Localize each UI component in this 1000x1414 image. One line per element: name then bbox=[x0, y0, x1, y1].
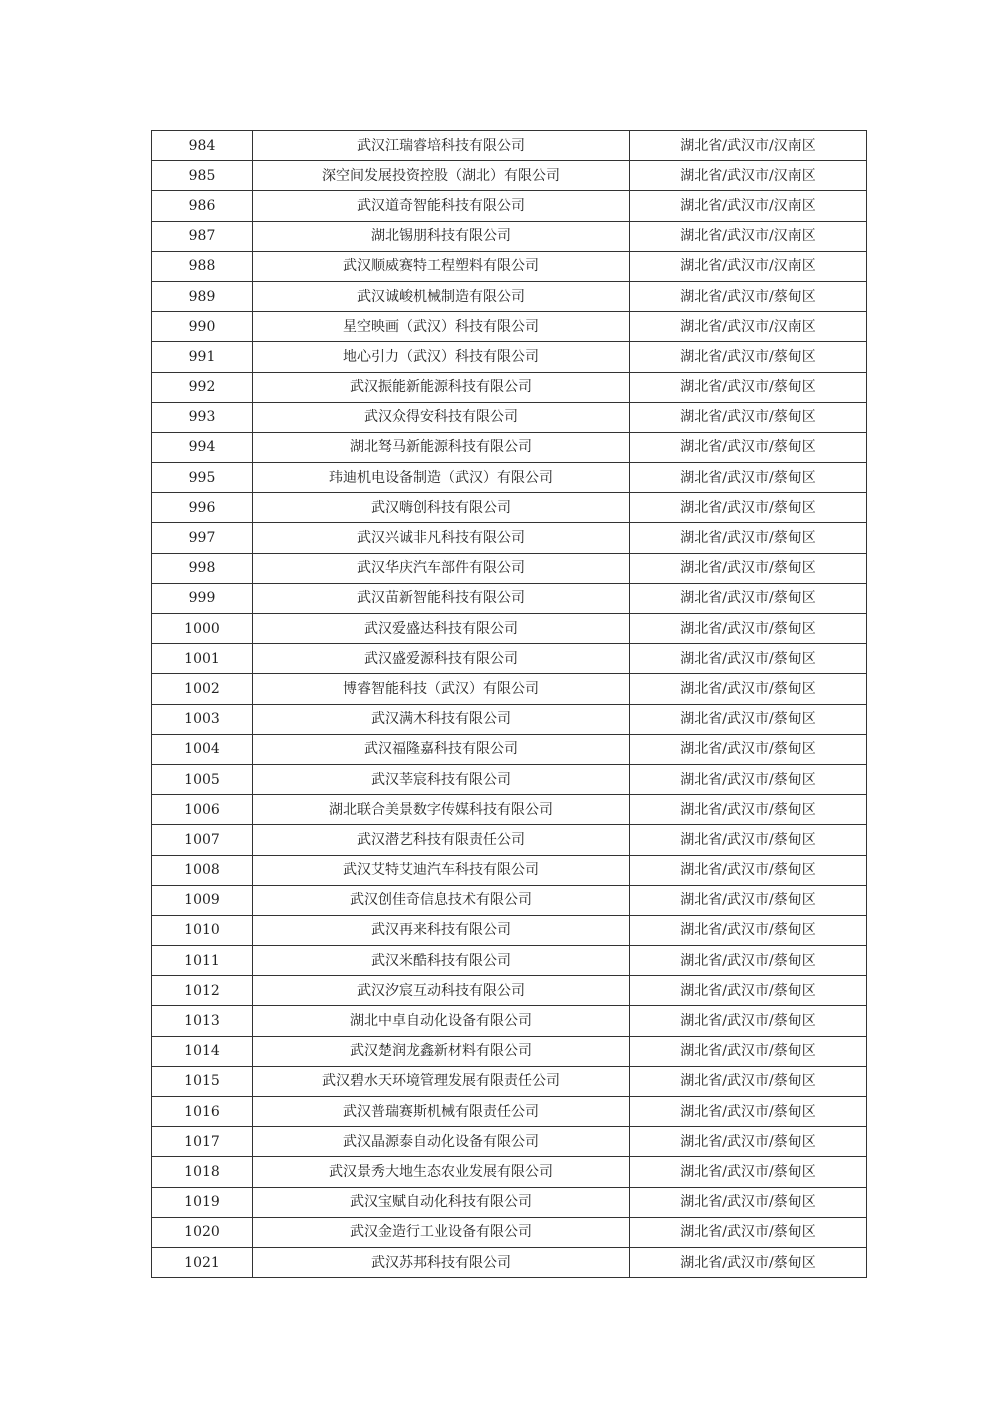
table-row bbox=[152, 1187, 867, 1217]
region-cell: 湖北省/武汉市/蔡甸区 bbox=[630, 674, 867, 704]
region-cell: 湖北省/武汉市/蔡甸区 bbox=[630, 432, 867, 462]
row-number-cell: 1012 bbox=[152, 976, 253, 1006]
row-number-cell: 1009 bbox=[152, 885, 253, 915]
row-number-cell: 1014 bbox=[152, 1036, 253, 1066]
region-cell: 湖北省/武汉市/汉南区 bbox=[630, 161, 867, 191]
company-name-cell: 武汉诚峻机械制造有限公司 bbox=[253, 281, 630, 311]
row-number-cell: 992 bbox=[152, 372, 253, 402]
company-name-cell: 深空间发展投资控股（湖北）有限公司 bbox=[253, 161, 630, 191]
company-name-cell: 武汉莘宸科技有限公司 bbox=[253, 764, 630, 794]
company-name-cell: 武汉苏邦科技有限公司 bbox=[253, 1247, 630, 1277]
company-name-cell: 武汉艾特艾迪汽车科技有限公司 bbox=[253, 855, 630, 885]
table-row bbox=[152, 1006, 867, 1036]
region-cell: 湖北省/武汉市/蔡甸区 bbox=[630, 583, 867, 613]
table-row bbox=[152, 614, 867, 644]
company-name-cell: 武汉顺威赛特工程塑料有限公司 bbox=[253, 251, 630, 281]
company-name-cell: 武汉华庆汽车部件有限公司 bbox=[253, 553, 630, 583]
region-cell: 湖北省/武汉市/蔡甸区 bbox=[630, 553, 867, 583]
table-row bbox=[152, 402, 867, 432]
company-name-cell: 武汉兴诚非凡科技有限公司 bbox=[253, 523, 630, 553]
row-number-cell: 1016 bbox=[152, 1097, 253, 1127]
table-row bbox=[152, 764, 867, 794]
region-cell: 湖北省/武汉市/蔡甸区 bbox=[630, 1157, 867, 1187]
table-row bbox=[152, 463, 867, 493]
row-number-cell: 1000 bbox=[152, 614, 253, 644]
company-name-cell: 武汉爱盛达科技有限公司 bbox=[253, 614, 630, 644]
company-name-cell: 武汉碧水天环境管理发展有限责任公司 bbox=[253, 1066, 630, 1096]
table-row bbox=[152, 1066, 867, 1096]
table-row bbox=[152, 976, 867, 1006]
row-number-cell: 1010 bbox=[152, 915, 253, 945]
row-number-cell: 1011 bbox=[152, 946, 253, 976]
row-number-cell: 1017 bbox=[152, 1127, 253, 1157]
region-cell: 湖北省/武汉市/蔡甸区 bbox=[630, 1247, 867, 1277]
table-row bbox=[152, 855, 867, 885]
row-number-cell: 993 bbox=[152, 402, 253, 432]
company-name-cell: 武汉金造行工业设备有限公司 bbox=[253, 1217, 630, 1247]
company-name-cell: 湖北中卓自动化设备有限公司 bbox=[253, 1006, 630, 1036]
table-row bbox=[152, 342, 867, 372]
region-cell: 湖北省/武汉市/蔡甸区 bbox=[630, 795, 867, 825]
row-number-cell: 986 bbox=[152, 191, 253, 221]
table-row bbox=[152, 583, 867, 613]
row-number-cell: 995 bbox=[152, 463, 253, 493]
table-row bbox=[152, 1217, 867, 1247]
company-name-cell: 玮迪机电设备制造（武汉）有限公司 bbox=[253, 463, 630, 493]
region-cell: 湖北省/武汉市/蔡甸区 bbox=[630, 1187, 867, 1217]
table-row bbox=[152, 131, 867, 161]
region-cell: 湖北省/武汉市/蔡甸区 bbox=[630, 644, 867, 674]
region-cell: 湖北省/武汉市/蔡甸区 bbox=[630, 523, 867, 553]
company-name-cell: 武汉晶源泰自动化设备有限公司 bbox=[253, 1127, 630, 1157]
company-name-cell: 湖北联合美景数字传媒科技有限公司 bbox=[253, 795, 630, 825]
region-cell: 湖北省/武汉市/蔡甸区 bbox=[630, 704, 867, 734]
company-name-cell: 武汉众得安科技有限公司 bbox=[253, 402, 630, 432]
region-cell: 湖北省/武汉市/蔡甸区 bbox=[630, 976, 867, 1006]
row-number-cell: 1002 bbox=[152, 674, 253, 704]
row-number-cell: 985 bbox=[152, 161, 253, 191]
region-cell: 湖北省/武汉市/蔡甸区 bbox=[630, 1066, 867, 1096]
region-cell: 湖北省/武汉市/蔡甸区 bbox=[630, 493, 867, 523]
row-number-cell: 1004 bbox=[152, 734, 253, 764]
table-row bbox=[152, 221, 867, 251]
table-row bbox=[152, 1247, 867, 1277]
company-name-cell: 地心引力（武汉）科技有限公司 bbox=[253, 342, 630, 372]
table-row bbox=[152, 432, 867, 462]
row-number-cell: 1020 bbox=[152, 1217, 253, 1247]
row-number-cell: 1005 bbox=[152, 764, 253, 794]
region-cell: 湖北省/武汉市/蔡甸区 bbox=[630, 946, 867, 976]
row-number-cell: 1007 bbox=[152, 825, 253, 855]
table-row bbox=[152, 885, 867, 915]
table-row bbox=[152, 825, 867, 855]
row-number-cell: 989 bbox=[152, 281, 253, 311]
row-number-cell: 994 bbox=[152, 432, 253, 462]
region-cell: 湖北省/武汉市/蔡甸区 bbox=[630, 402, 867, 432]
table-row bbox=[152, 1036, 867, 1066]
region-cell: 湖北省/武汉市/蔡甸区 bbox=[630, 855, 867, 885]
region-cell: 湖北省/武汉市/蔡甸区 bbox=[630, 372, 867, 402]
row-number-cell: 1019 bbox=[152, 1187, 253, 1217]
table-row bbox=[152, 734, 867, 764]
region-cell: 湖北省/武汉市/蔡甸区 bbox=[630, 281, 867, 311]
region-cell: 湖北省/武汉市/蔡甸区 bbox=[630, 1036, 867, 1066]
company-name-cell: 武汉宝赋自动化科技有限公司 bbox=[253, 1187, 630, 1217]
company-list-table bbox=[151, 130, 867, 1278]
table-row bbox=[152, 704, 867, 734]
table-row bbox=[152, 553, 867, 583]
region-cell: 湖北省/武汉市/蔡甸区 bbox=[630, 1127, 867, 1157]
row-number-cell: 1013 bbox=[152, 1006, 253, 1036]
row-number-cell: 1021 bbox=[152, 1247, 253, 1277]
region-cell: 湖北省/武汉市/蔡甸区 bbox=[630, 885, 867, 915]
region-cell: 湖北省/武汉市/汉南区 bbox=[630, 251, 867, 281]
company-name-cell: 武汉景秀大地生态农业发展有限公司 bbox=[253, 1157, 630, 1187]
company-name-cell: 湖北驽马新能源科技有限公司 bbox=[253, 432, 630, 462]
company-name-cell: 武汉苗新智能科技有限公司 bbox=[253, 583, 630, 613]
company-name-cell: 博睿智能科技（武汉）有限公司 bbox=[253, 674, 630, 704]
row-number-cell: 998 bbox=[152, 553, 253, 583]
company-name-cell: 武汉道奇智能科技有限公司 bbox=[253, 191, 630, 221]
region-cell: 湖北省/武汉市/蔡甸区 bbox=[630, 1097, 867, 1127]
table-row bbox=[152, 523, 867, 553]
table-row bbox=[152, 1097, 867, 1127]
region-cell: 湖北省/武汉市/汉南区 bbox=[630, 131, 867, 161]
region-cell: 湖北省/武汉市/蔡甸区 bbox=[630, 614, 867, 644]
company-name-cell: 湖北锡朋科技有限公司 bbox=[253, 221, 630, 251]
table-row bbox=[152, 946, 867, 976]
table-row bbox=[152, 191, 867, 221]
region-cell: 湖北省/武汉市/蔡甸区 bbox=[630, 463, 867, 493]
row-number-cell: 997 bbox=[152, 523, 253, 553]
row-number-cell: 1018 bbox=[152, 1157, 253, 1187]
region-cell: 湖北省/武汉市/蔡甸区 bbox=[630, 915, 867, 945]
row-number-cell: 991 bbox=[152, 342, 253, 372]
region-cell: 湖北省/武汉市/汉南区 bbox=[630, 312, 867, 342]
region-cell: 湖北省/武汉市/蔡甸区 bbox=[630, 825, 867, 855]
table-row bbox=[152, 312, 867, 342]
table-row bbox=[152, 795, 867, 825]
row-number-cell: 1001 bbox=[152, 644, 253, 674]
table-row bbox=[152, 1157, 867, 1187]
company-name-cell: 武汉满木科技有限公司 bbox=[253, 704, 630, 734]
table-row bbox=[152, 674, 867, 704]
table-row bbox=[152, 161, 867, 191]
table-row bbox=[152, 372, 867, 402]
row-number-cell: 987 bbox=[152, 221, 253, 251]
region-cell: 湖北省/武汉市/蔡甸区 bbox=[630, 1217, 867, 1247]
row-number-cell: 1003 bbox=[152, 704, 253, 734]
row-number-cell: 1015 bbox=[152, 1066, 253, 1096]
row-number-cell: 988 bbox=[152, 251, 253, 281]
company-name-cell: 武汉米酷科技有限公司 bbox=[253, 946, 630, 976]
company-name-cell: 武汉盛爱源科技有限公司 bbox=[253, 644, 630, 674]
table-row bbox=[152, 644, 867, 674]
table-row bbox=[152, 251, 867, 281]
company-name-cell: 武汉普瑞赛斯机械有限责任公司 bbox=[253, 1097, 630, 1127]
company-name-cell: 武汉楚润龙鑫新材料有限公司 bbox=[253, 1036, 630, 1066]
region-cell: 湖北省/武汉市/蔡甸区 bbox=[630, 764, 867, 794]
company-name-cell: 武汉汐宸互动科技有限公司 bbox=[253, 976, 630, 1006]
row-number-cell: 1006 bbox=[152, 795, 253, 825]
region-cell: 湖北省/武汉市/蔡甸区 bbox=[630, 342, 867, 372]
row-number-cell: 990 bbox=[152, 312, 253, 342]
row-number-cell: 1008 bbox=[152, 855, 253, 885]
company-name-cell: 武汉福隆嘉科技有限公司 bbox=[253, 734, 630, 764]
table-row bbox=[152, 493, 867, 523]
table-row bbox=[152, 281, 867, 311]
region-cell: 湖北省/武汉市/汉南区 bbox=[630, 221, 867, 251]
region-cell: 湖北省/武汉市/汉南区 bbox=[630, 191, 867, 221]
company-list-body bbox=[152, 131, 867, 1278]
row-number-cell: 984 bbox=[152, 131, 253, 161]
region-cell: 湖北省/武汉市/蔡甸区 bbox=[630, 1006, 867, 1036]
region-cell: 湖北省/武汉市/蔡甸区 bbox=[630, 734, 867, 764]
table-row bbox=[152, 915, 867, 945]
company-name-cell: 武汉嗨创科技有限公司 bbox=[253, 493, 630, 523]
table-row bbox=[152, 1127, 867, 1157]
company-name-cell: 星空映画（武汉）科技有限公司 bbox=[253, 312, 630, 342]
company-name-cell: 武汉振能新能源科技有限公司 bbox=[253, 372, 630, 402]
row-number-cell: 999 bbox=[152, 583, 253, 613]
company-name-cell: 武汉创佳奇信息技术有限公司 bbox=[253, 885, 630, 915]
company-name-cell: 武汉潜艺科技有限责任公司 bbox=[253, 825, 630, 855]
row-number-cell: 996 bbox=[152, 493, 253, 523]
company-name-cell: 武汉江瑞睿培科技有限公司 bbox=[253, 131, 630, 161]
company-name-cell: 武汉再来科技有限公司 bbox=[253, 915, 630, 945]
